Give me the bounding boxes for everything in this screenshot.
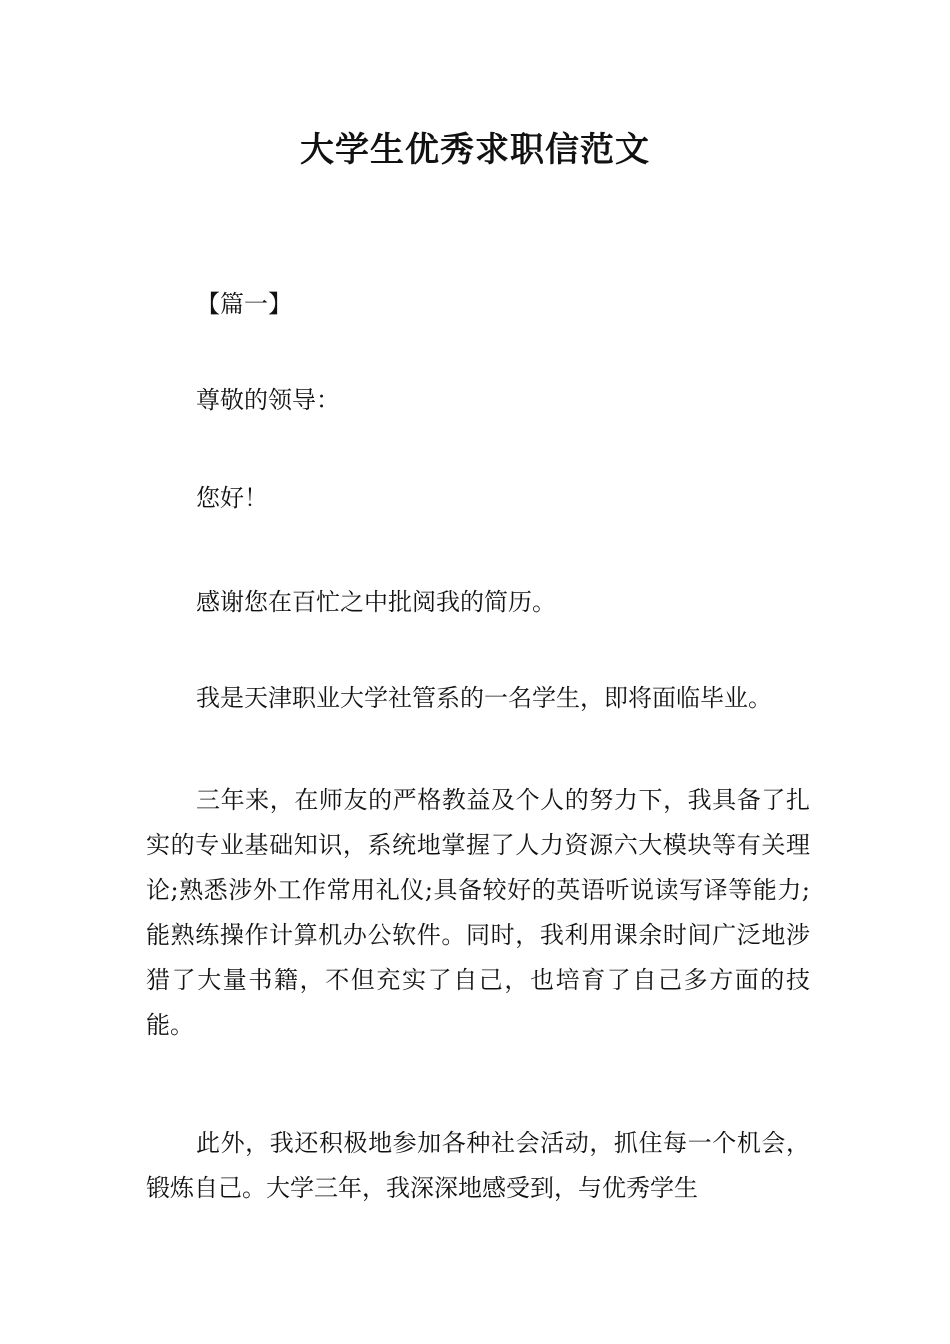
- body-paragraph: 感谢您在百忙之中批阅我的简历。: [196, 588, 556, 616]
- body-paragraph: 我是天津职业大学社管系的一名学生，即将面临毕业。: [196, 684, 772, 712]
- document-title: 大学生优秀求职信范文: [300, 130, 650, 170]
- greeting: 您好！: [196, 484, 268, 512]
- body-paragraph: 三年来，在师友的严格教益及个人的努力下，我具备了扎实的专业基础知识，系统地掌握了人力资源六大模块等有关理论;熟悉涉外工作常用礼仪;具备较好的英语听说读写译等能力;能熟练操作计算机办公软件。同时，我利用课余时间广泛地涉猎了大量书籍，不但充实了自己，也培育了自己多方面的技能。: [146, 786, 810, 1039]
- body-paragraph: 此外，我还积极地参加各种社会活动，抓住每一个机会，锻炼自己。大学三年，我深深地感受到，与优秀学生: [146, 1129, 810, 1202]
- salutation: 尊敬的领导：: [196, 386, 340, 414]
- section-heading: 【篇一】: [196, 290, 292, 318]
